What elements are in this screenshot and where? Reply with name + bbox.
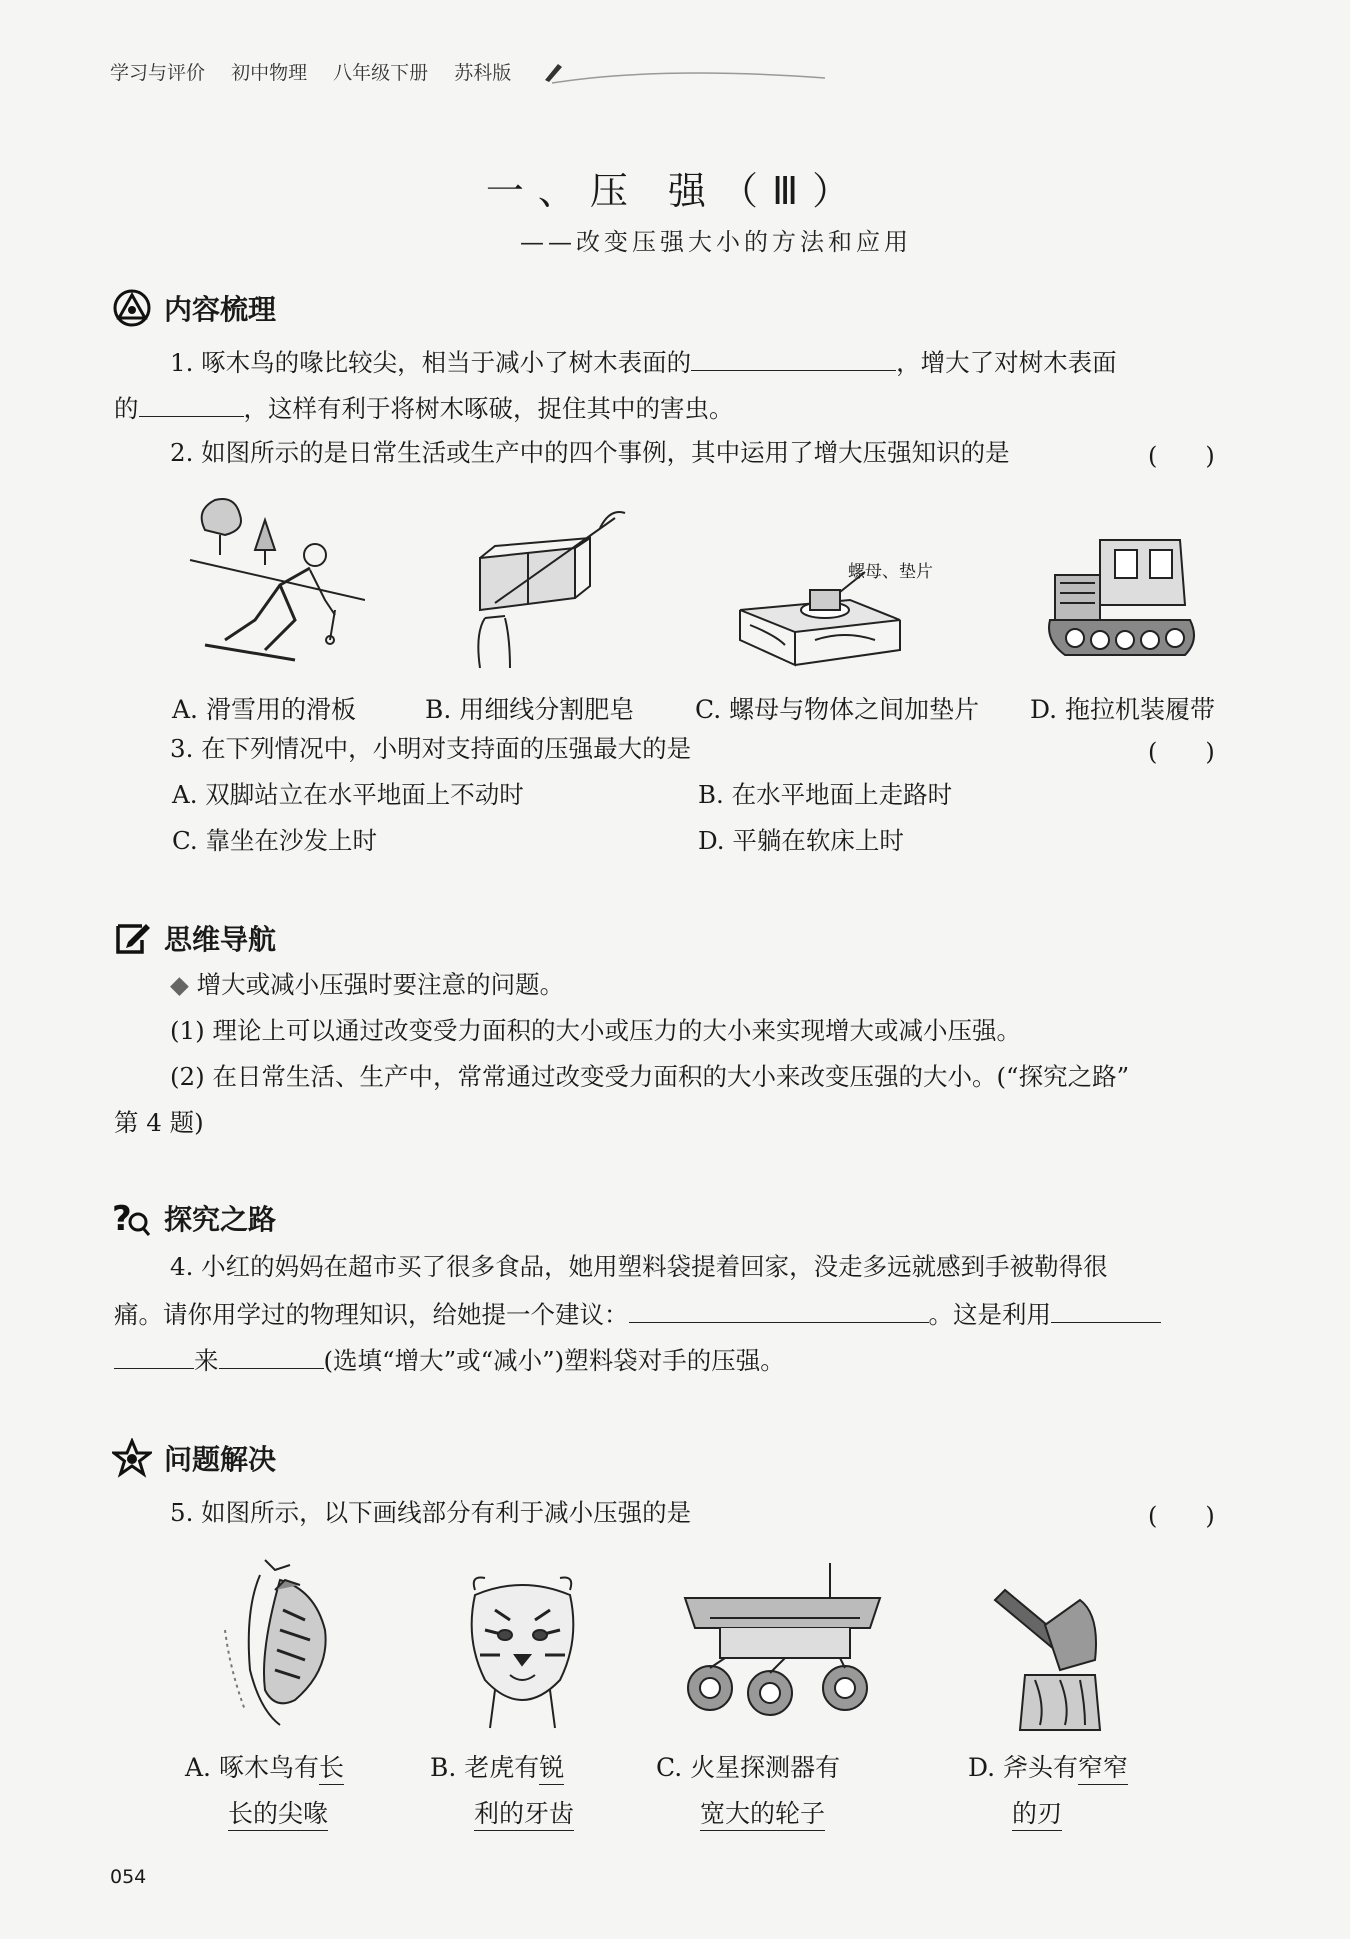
grade: 八年级下册 [333, 62, 429, 84]
q5-option-b-cont [474, 1794, 574, 1830]
thinking-lead [170, 968, 564, 1002]
q3-option-c: C. 靠坐在沙发上时 [172, 826, 377, 855]
q5-option-b [430, 1748, 564, 1784]
section-explore [112, 1198, 276, 1238]
q5-option-underline: 锐 [539, 1753, 564, 1785]
edit-note-icon [112, 918, 152, 958]
question-magnifier-icon [112, 1198, 152, 1238]
thinking-lead-text: 增大或减小压强时要注意的问题。 [196, 970, 565, 999]
q3-answer-paren[interactable]: ( ) [1148, 738, 1215, 766]
book-name: 学习与评价 [110, 62, 206, 84]
section-solve [112, 1438, 276, 1478]
q5-option-prefix: B. 老虎有 [430, 1753, 540, 1782]
tractor-illustration [1040, 525, 1200, 670]
q1-text: ，增大了对树木表面 [896, 348, 1117, 377]
q5-option-d-cont [1012, 1794, 1062, 1830]
mars-rover-illustration [680, 1558, 890, 1728]
section-thinking [112, 918, 276, 958]
q1-blank-1[interactable] [691, 344, 896, 371]
section-title: 问题解决 [164, 1443, 277, 1476]
star-icon [112, 1438, 152, 1478]
svg-text:?: ? [112, 1199, 132, 1238]
q5-option-underline: 宽大的轮子 [700, 1799, 825, 1831]
tiger-illustration [455, 1570, 590, 1730]
section-title: 思维导航 [164, 923, 277, 956]
thinking-item-2-cont: 第 4 题) [114, 1108, 204, 1137]
q5-option-c [656, 1748, 840, 1784]
q3-option-a: A. 双脚站立在水平地面上不动时 [172, 780, 524, 809]
q1-text: 的 [114, 394, 139, 423]
pen-swoosh-icon [540, 60, 830, 90]
q2-stem: 2. 如图所示的是日常生活或生产中的四个事例，其中运用了增大压强知识的是 [170, 438, 1010, 467]
q5-option-prefix: D. 斧头有 [968, 1753, 1079, 1782]
q4-text: 来 [194, 1346, 219, 1375]
q2-option-c: C. 螺母与物体之间加垫片 [695, 695, 980, 724]
q4-blank-1[interactable] [629, 1296, 929, 1323]
axe-illustration [985, 1585, 1135, 1735]
section-content-review [112, 288, 276, 328]
q5-option-underline: 长 [319, 1753, 344, 1785]
q4-line1: 4. 小红的妈妈在超市买了很多食品，她用塑料袋提着回家，没走多远就感到手被勒得很 [170, 1252, 1108, 1281]
q4-text: (选填“增大”或“减小”)塑料袋对手的压强。 [323, 1346, 785, 1375]
q3-option-b: B. 在水平地面上走路时 [698, 780, 953, 809]
q4-text: 痛。请你用学过的物理知识，给她提一个建议： [114, 1300, 629, 1329]
q5-option-underline: 长的尖喙 [228, 1799, 328, 1831]
q5-option-prefix: C. 火星探测器有 [656, 1753, 841, 1782]
skier-illustration [185, 490, 365, 670]
nut-washer-illustration [735, 570, 905, 680]
q2-option-d: D. 拖拉机装履带 [1030, 695, 1216, 724]
page-number: 054 [110, 1866, 147, 1888]
q4-text: 。这是利用 [928, 1300, 1051, 1329]
q5-answer-paren[interactable]: ( ) [1148, 1502, 1215, 1530]
thinking-item-2: (2) 在日常生活、生产中，常常通过改变受力面积的大小来改变压强的大小。(“探究之路” [170, 1062, 1130, 1091]
q2-answer-paren[interactable]: ( ) [1148, 442, 1215, 470]
q3-stem: 3. 在下列情况中，小明对支持面的压强最大的是 [170, 734, 692, 763]
q1-text: 1. 啄木鸟的喙比较尖，相当于减小了树木表面的 [170, 348, 692, 377]
triangle-circle-icon [112, 288, 152, 328]
thinking-item-1: (1) 理论上可以通过改变受力面积的大小或压力的大小来实现增大或减小压强。 [170, 1016, 1021, 1045]
q4-line3 [114, 1342, 785, 1378]
q4-blank-2b[interactable] [114, 1342, 194, 1369]
q4-blank-2a[interactable] [1051, 1296, 1161, 1323]
q1-line2 [114, 390, 734, 426]
woodpecker-illustration [205, 1550, 355, 1730]
q5-option-underline: 窄窄 [1078, 1753, 1128, 1785]
section-title: 探究之路 [164, 1203, 277, 1236]
q5-option-prefix: A. 啄木鸟有 [185, 1753, 319, 1782]
section-title: 内容梳理 [164, 293, 277, 326]
q4-line2 [114, 1296, 1161, 1332]
q4-blank-3[interactable] [219, 1342, 324, 1369]
q5-option-underline: 利的牙齿 [474, 1799, 574, 1831]
q3-option-d: D. 平躺在软床上时 [698, 826, 904, 855]
q5-option-underline: 的刃 [1012, 1799, 1062, 1831]
q5-option-c-cont [700, 1794, 825, 1830]
q5-option-d [968, 1748, 1128, 1784]
diamond-bullet-icon: ◆ [170, 970, 197, 999]
q2-option-b: B. 用细线分割肥皂 [425, 695, 635, 724]
soap-cutting-illustration [460, 498, 630, 673]
q5-option-a-cont [228, 1794, 328, 1830]
q5-option-a [185, 1748, 344, 1784]
q5-stem: 5. 如图所示，以下画线部分有利于减小压强的是 [170, 1498, 692, 1527]
nut-washer-label: 螺母、垫片 [848, 562, 933, 582]
edition: 苏科版 [454, 62, 512, 84]
page-title: 一、压 强（Ⅲ） [485, 169, 865, 213]
q1-blank-2[interactable] [139, 390, 244, 417]
subject: 初中物理 [231, 62, 308, 84]
q1-text: ，这样有利于将树木啄破，捉住其中的害虫。 [243, 394, 734, 423]
running-header [110, 58, 531, 85]
q1-line1 [170, 344, 1117, 380]
page-subtitle: ——改变压强大小的方法和应用 [520, 228, 912, 256]
q2-option-a: A. 滑雪用的滑板 [172, 695, 356, 724]
